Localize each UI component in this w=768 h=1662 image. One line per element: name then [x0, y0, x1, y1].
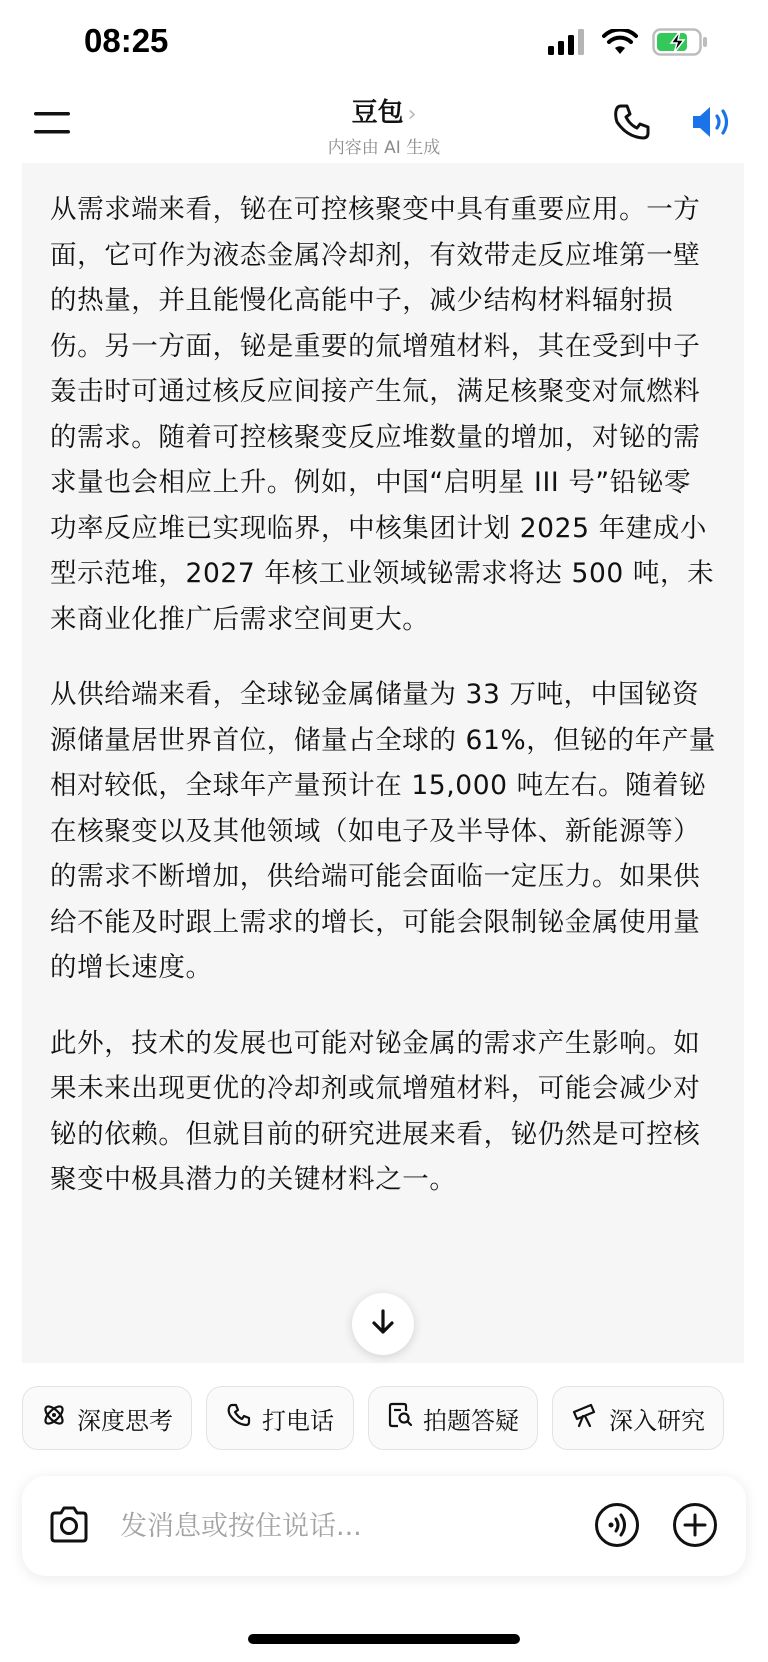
message-input[interactable] — [118, 1502, 562, 1550]
telescope-icon — [571, 1402, 599, 1434]
chip-call[interactable] — [206, 1386, 354, 1450]
plus-icon[interactable] — [672, 1502, 718, 1552]
voice-icon[interactable] — [594, 1502, 640, 1552]
arrow-down-icon — [370, 1308, 396, 1340]
chip-label: 深度思考 — [77, 1406, 173, 1435]
wifi-icon — [602, 29, 638, 59]
chip-photo-question[interactable] — [368, 1386, 538, 1450]
chevron-right-icon: › — [407, 102, 417, 127]
signal-icon — [548, 29, 588, 59]
chat-header — [0, 90, 768, 160]
battery-charging-icon — [652, 28, 708, 60]
home-indicator — [248, 1634, 520, 1644]
ai-message-card — [22, 163, 744, 1363]
speaker-icon[interactable] — [690, 102, 734, 142]
chip-deep-research[interactable] — [552, 1386, 724, 1450]
status-bar — [0, 0, 768, 90]
message-composer — [22, 1476, 746, 1576]
chat-title[interactable]: 豆包 — [351, 98, 404, 128]
chip-label: 打电话 — [262, 1406, 334, 1435]
chip-label: 拍题答疑 — [423, 1406, 519, 1435]
chat-title-group[interactable] — [0, 92, 768, 158]
phone-icon[interactable] — [612, 102, 652, 142]
message-paragraph: 从供给端来看，全球铋金属储量为 33 万吨，中国铋资源储量居世界首位，储量占全球的 61%，但铋的年产量相对较低，全球年产量预计在 15,000 吨左右。随着铋在核聚变以及其他领域（如电子及半导体、新能源等）的需求不断增加，供给端可能会面临一定压力。如果供给不能及时跟上需求的增长，可能会限制铋金属使用量的增长速度。 — [50, 679, 716, 983]
scroll-to-bottom-button[interactable] — [352, 1293, 414, 1355]
status-icons — [548, 28, 708, 60]
message-paragraph: 此外，技术的发展也可能对铋金属的需求产生影响。如果未来出现更优的冷却剂或氚增殖材料，可能会减少对铋的依赖。但就目前的研究进展来看，铋仍然是可控核聚变中极具潜力的关键材料之一。 — [50, 1027, 701, 1195]
atom-icon — [41, 1402, 67, 1434]
message-paragraph: 从需求端来看，铋在可控核聚变中具有重要应用。一方面，它可作为液态金属冷却剂，有效带走反应堆第一壁的热量，并且能慢化高能中子，减少结构材料辐射损伤。另一方面，铋是重要的氚增殖材料，其在受到中子轰击时可通过核反应间接产生氚，满足核聚变对氚燃料的需求。随着可控核聚变反应堆数量的增加，对铋的需求量也会相应上升。例如，中国“启明星 III 号”铅铋零功率反应堆已实现临界，中核集团计划 2025 年建成小型示范堆，2027 年核工业领域铋需求将达 500 吨，未来商业化推广后需求空间更大。 — [50, 194, 715, 635]
chip-deep-thinking[interactable] — [22, 1386, 192, 1450]
photo-search-icon — [387, 1402, 413, 1434]
status-time: 08:25 — [84, 22, 169, 59]
ai-generated-notice: 内容由 AI 生成 — [327, 138, 441, 158]
phone-icon — [226, 1402, 252, 1434]
camera-icon[interactable] — [48, 1506, 90, 1548]
chip-label: 深入研究 — [609, 1406, 705, 1435]
quick-action-chips — [22, 1386, 768, 1452]
